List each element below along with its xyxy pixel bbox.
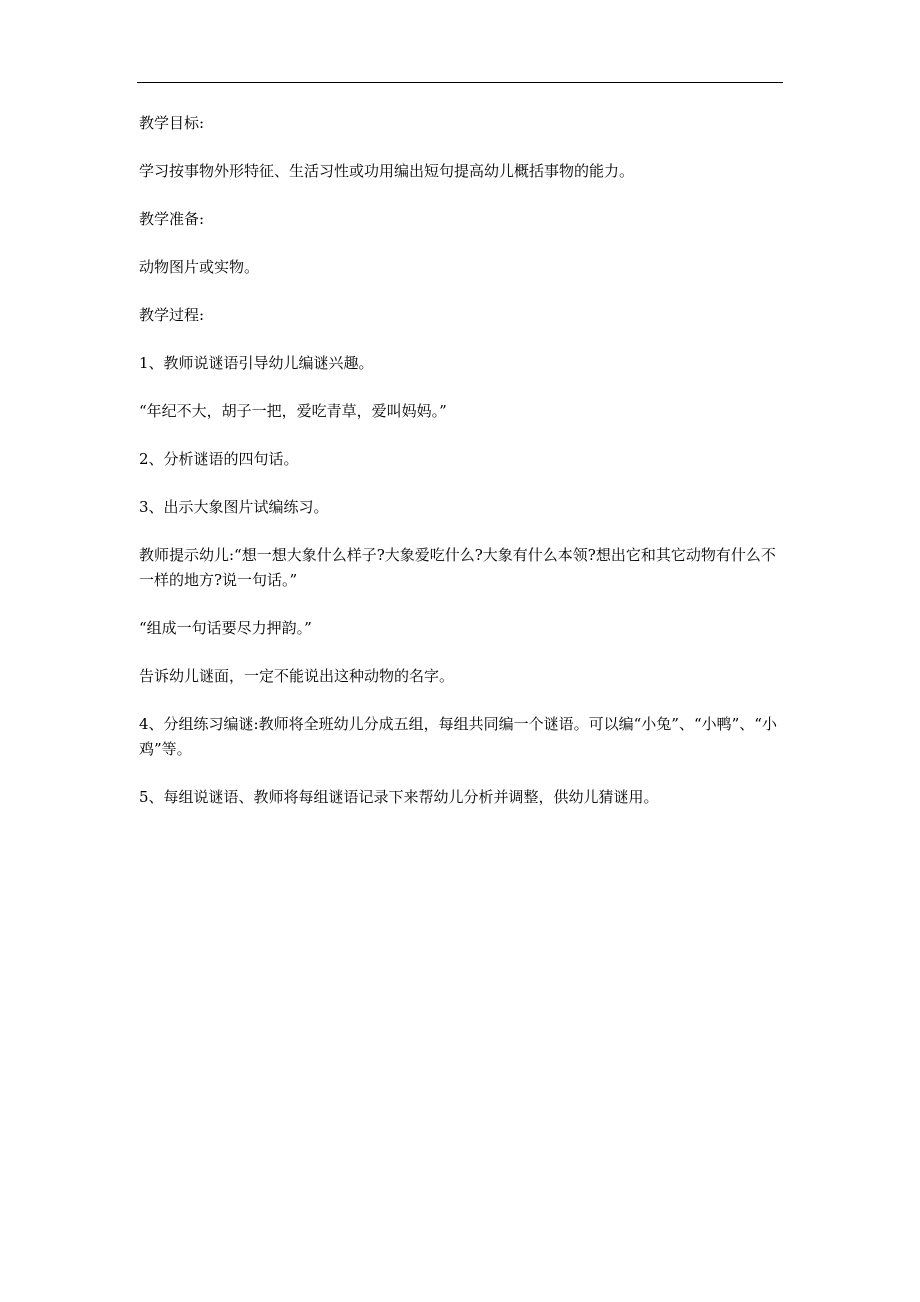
document-body: [139, 111, 787, 833]
section-heading-objectives: 教学目标:: [139, 114, 205, 132]
step-2: 2、分析谜语的四句话。: [139, 450, 299, 468]
rhyme-quote: “组成一句话要尽力押韵。”: [139, 619, 312, 637]
header-rule: [137, 82, 783, 83]
step-4: 4、分组练习编谜:教师将全班幼儿分成五组，每组共同编一个谜语。可以编“小兔”、“小鸭”、“小鸡”等。: [139, 715, 777, 758]
section-heading-preparation: 教学准备:: [139, 210, 205, 228]
step-5: 5、每组说谜语、教师将每组谜语记录下来帮幼儿分析并调整，供幼儿猜谜用。: [139, 788, 659, 806]
section-heading-process: 教学过程:: [139, 306, 205, 324]
teacher-prompt: 教师提示幼儿:“想一想大象什么样子?大象爱吃什么?大象有什么本领?想出它和其它动物有什么不一样的地方?说一句话。”: [139, 546, 776, 589]
step-3: 3、出示大象图片试编练习。: [139, 498, 329, 516]
naming-rule: 告诉幼儿谜面，一定不能说出这种动物的名字。: [139, 667, 455, 685]
paragraph-objective: 学习按事物外形特征、生活习性或功用编出短句提高幼儿概括事物的能力。: [139, 162, 635, 180]
step-1: 1、教师说谜语引导幼儿编谜兴趣。: [139, 354, 374, 372]
riddle-quote: “年纪不大，胡子一把，爱吃青草，爱叫妈妈。”: [139, 402, 447, 420]
paragraph-preparation: 动物图片或实物。: [139, 258, 260, 276]
